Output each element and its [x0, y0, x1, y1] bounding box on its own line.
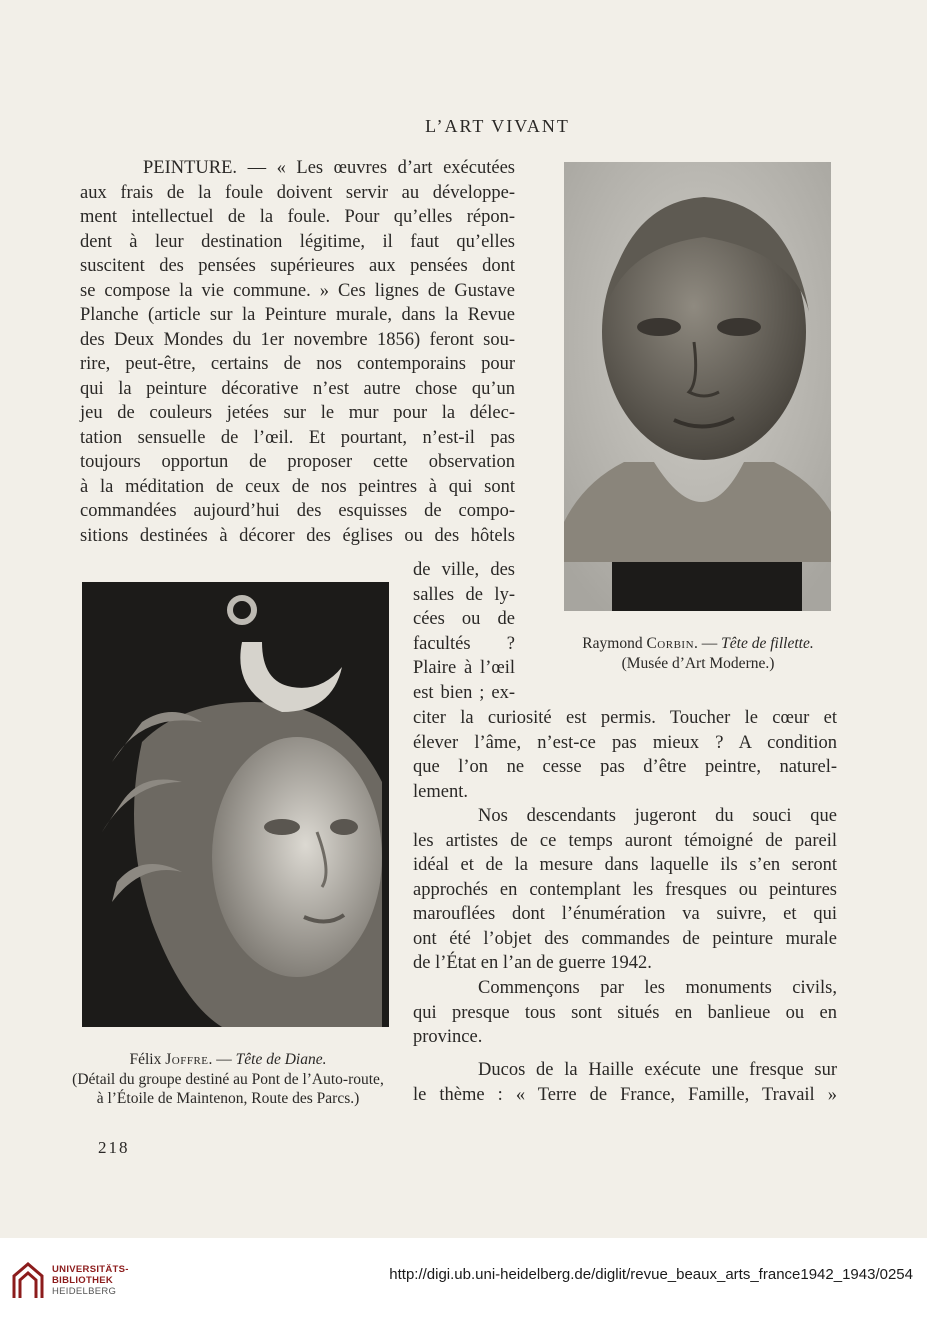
university-logo-icon — [12, 1262, 44, 1300]
text-line: approchés en contemplant les fresques ou peintures — [413, 879, 837, 900]
text-line: est bien ; ex- — [413, 682, 515, 703]
text-line: commandées aujourd’hui des esquisses de compo- — [80, 501, 515, 521]
text-line: à la méditation de ceux de nos peintres à qui sont — [80, 476, 515, 497]
text-line: qui presque tous sont situés en banlieue ou en — [413, 1002, 837, 1023]
university-logo-text: UNIVERSITÄTS- BIBLIOTHEK HEIDELBERG — [52, 1264, 129, 1297]
text-line: marouflées dont l’énumération va suivre, et qui — [413, 904, 837, 924]
text-line: que l’on ne cesse pas d’être peintre, naturel- — [413, 757, 837, 777]
text-line: le thème : « Terre de France, Famille, Travail » — [413, 1084, 837, 1105]
caption-right-line1: Raymond Corbin. — Tête de fillette. — [582, 635, 814, 652]
text-line: facultés ? — [413, 633, 515, 654]
caption-right-museum: (Musée d’Art Moderne.) — [621, 655, 775, 672]
page-number: 218 — [98, 1138, 130, 1157]
text-line: tation sensuelle de l’œil. Et pourtant, n’est-il pas — [80, 427, 515, 448]
text-line: jeu de couleurs jetées sur le mur pour la délec- — [80, 403, 515, 423]
text-line: Plaire à l’œil — [413, 658, 515, 678]
text-line: idéal et de la mesure dans laquelle ils s’en seront — [413, 855, 837, 875]
text-line: province. — [413, 1027, 483, 1047]
text-line: salles de ly- — [413, 584, 515, 605]
text-line: suscitent des pensées supérieures aux pensées dont — [80, 256, 515, 276]
text-line: élever l’âme, n’est-ce pas mieux ? A condition — [413, 732, 837, 753]
sculpture-photo-fillette — [564, 162, 831, 611]
text-line: ont été l’objet des commandes de peinture murale — [413, 928, 837, 949]
text-line: citer la curiosité est permis. Toucher le cœur et — [413, 708, 837, 728]
text-line: des Deux Mondes du 1er novembre 1856) feront sou- — [80, 329, 515, 350]
sculpture-photo-diane — [82, 582, 389, 1027]
text-line: sitions destinées à décorer des églises ou des hôtels — [80, 525, 515, 546]
text-line: lement. — [413, 781, 468, 802]
source-url-link[interactable]: http://digi.ub.uni-heidelberg.de/diglit/revue_beaux_arts_france1942_1943/0254 — [389, 1266, 913, 1283]
text-line: rire, peut-être, certains de nos contemporains pour — [80, 354, 515, 374]
text-line: de l’État en l’an de guerre 1942. — [413, 953, 652, 973]
caption-left-line1: Félix Joffre. — Tête de Diane. — [129, 1051, 327, 1068]
text-line: cées ou de — [413, 609, 515, 629]
text-line: Commençons par les monuments civils, — [478, 978, 837, 998]
caption-left-line2: (Détail du groupe destiné au Pont de l’Auto-route, — [72, 1071, 384, 1088]
text-line: ment intellectuel de la foule. Pour qu’elles répon- — [80, 207, 515, 227]
text-line: Planche (article sur la Peinture murale, dans la Revue — [80, 305, 515, 325]
text-line: qui la peinture décorative n’est autre chose qu’un — [80, 378, 515, 399]
text-line: se compose la vie commune. » Ces lignes de Gustave — [80, 280, 515, 301]
text-line: Nos descendants jugeront du souci que — [478, 806, 837, 826]
caption-left-line3: à l’Étoile de Maintenon, Route des Parcs.) — [96, 1090, 360, 1107]
text-line: PEINTURE. — « Les œuvres d’art exécutées — [143, 158, 515, 178]
text-line: Ducos de la Haille exécute une fresque sur — [478, 1060, 837, 1080]
text-line: dent à leur destination légitime, il faut qu’elles — [80, 231, 515, 252]
text-line: de ville, des — [413, 560, 515, 580]
text-line: toujours opportun de proposer cette observation — [80, 452, 515, 472]
running-header: L’ART VIVANT — [425, 116, 570, 136]
text-line: aux frais de la foule doivent servir au développe- — [80, 182, 515, 203]
text-line: les artistes de ce temps auront témoigné de pareil — [413, 830, 837, 851]
